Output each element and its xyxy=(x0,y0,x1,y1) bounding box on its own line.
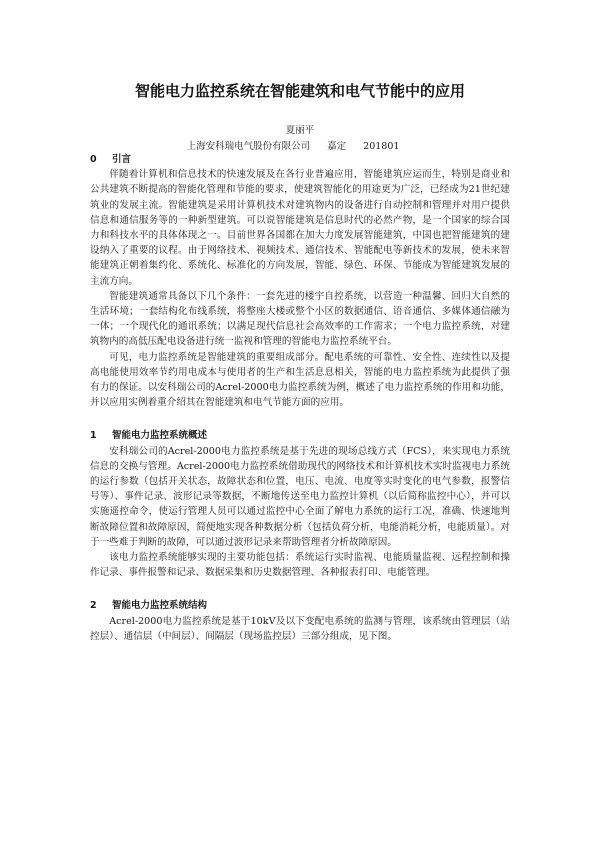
section-number: 2 xyxy=(90,600,97,612)
section-heading xyxy=(90,152,510,167)
author-affiliation xyxy=(0,138,600,152)
section-title: 智能电力监控系统概述 xyxy=(112,430,208,442)
section-heading xyxy=(90,598,510,613)
section-number: 1 xyxy=(90,430,97,442)
affiliation-code: 201801 xyxy=(363,141,400,152)
section-number: 0 xyxy=(90,154,97,165)
paragraph: Acrel-2000电力监控系统是基于10kV及以下变配电系统的监测与管理，该系统由管理层（站控层）、通信层（中间层）、间隔层（现场监控层）三部分组成，见下图。 xyxy=(90,615,510,642)
paragraph: 智能建筑通常具备以下几个条件：一套先进的楼宇自控系统，以营造一种温馨、回归大自然的生活环境；一套结构化布线系统，将整座大楼或整个小区的数据通信、语音通信、多媒体通信融为一体；一个现代化的通讯系统；以满足现代信息社会高效率的工作需求；一个电力监控系统，对建筑物内的高低压配电设备进行统一监视和管理的智能电力监控系统平台。 xyxy=(90,290,510,348)
paragraph: 安科瑞公司的Acrel-2000电力监控系统是基于先进的现场总线方式（FCS），来实现电力系统信息的交换与管理。Acrel-2000电力监控系统借助现代的网络技术和计算机技术实时监视电力系统的运行参数（包括开关状态，故障状态和位置，电压、电流、电度等实时变化的电气参数，报警信号等）、事件记录、波形记录等数据，不断地传送至电力监控计算机（以后简称监控中心），并可以实施遥控命令，使运行管理人员可以通过监控中心全面了解电力系统的运行工况，准确、快速地判断故障位置和故障原因，简便地实现各种数据分析（包括负荷分析，电能消耗分析，电能质量）。对于一些难于判断的故障，可以通过波形记录来帮助管理者分析故障原因。 xyxy=(90,445,510,548)
affiliation-company: 上海安科瑞电气股份有限公司 xyxy=(186,141,311,152)
paper-title: 智能电力监控系统在智能建筑和电气节能中的应用 xyxy=(134,82,465,100)
section-title: 智能电力监控系统结构 xyxy=(112,600,208,612)
affiliation-city: 嘉定 xyxy=(327,141,347,152)
paragraph: 伴随着计算机和信息技术的快速发展及在各行业普遍应用，智能建筑应运而生，特别是商业和公共建筑不断提高的智能化管理和节能的要求，使建筑智能化的用途更为广泛，已经成为21世纪建筑业的发展主流。智能建筑是采用计算机技术对建筑物内的设备进行自动控制和管理并对用户提供信息和通信服务等的一种新型建筑。可以说智能建筑是信息时代的必然产物，是一个国家的综合国力和科技水平的具体体现之一。目前世界各国都在加大力度发展智能建筑，中国也把智能建筑的建设纳入了重要的议程。由于网络技术、视频技术、通信技术、智能配电等新技术的发展，使未来智能建筑正朝着集约化、系统化、标准化的方向发展，智能、绿色、环保、节能成为智能建筑发展的主流方向。 xyxy=(90,169,510,287)
paragraph: 可见，电力监控系统是智能建筑的重要组成部分。配电系统的可靠性、安全性、连续性以及提高电能使用效率节约用电成本与使用者的生产和生活息息相关，智能的电力监控系统为此提供了强有力的保证。以安科瑞公司的Acrel-2000电力监控系统为例，概述了电力监控系统的作用和功能，并以应用实例着重介绍其在智能建筑和电气节能方面的应用。 xyxy=(90,351,510,409)
author-name: 夏丽平 xyxy=(285,125,315,136)
section-heading xyxy=(90,428,510,443)
paragraph: 该电力监控系统能够实现的主要功能包括：系统运行实时监视、电能质量监视、远程控制和操作记录、事件报警和记录、数据采集和历史数据管理、各种报表打印、电能管理。 xyxy=(90,552,510,579)
paper-body xyxy=(90,152,510,644)
section-title: 引言 xyxy=(112,154,132,165)
